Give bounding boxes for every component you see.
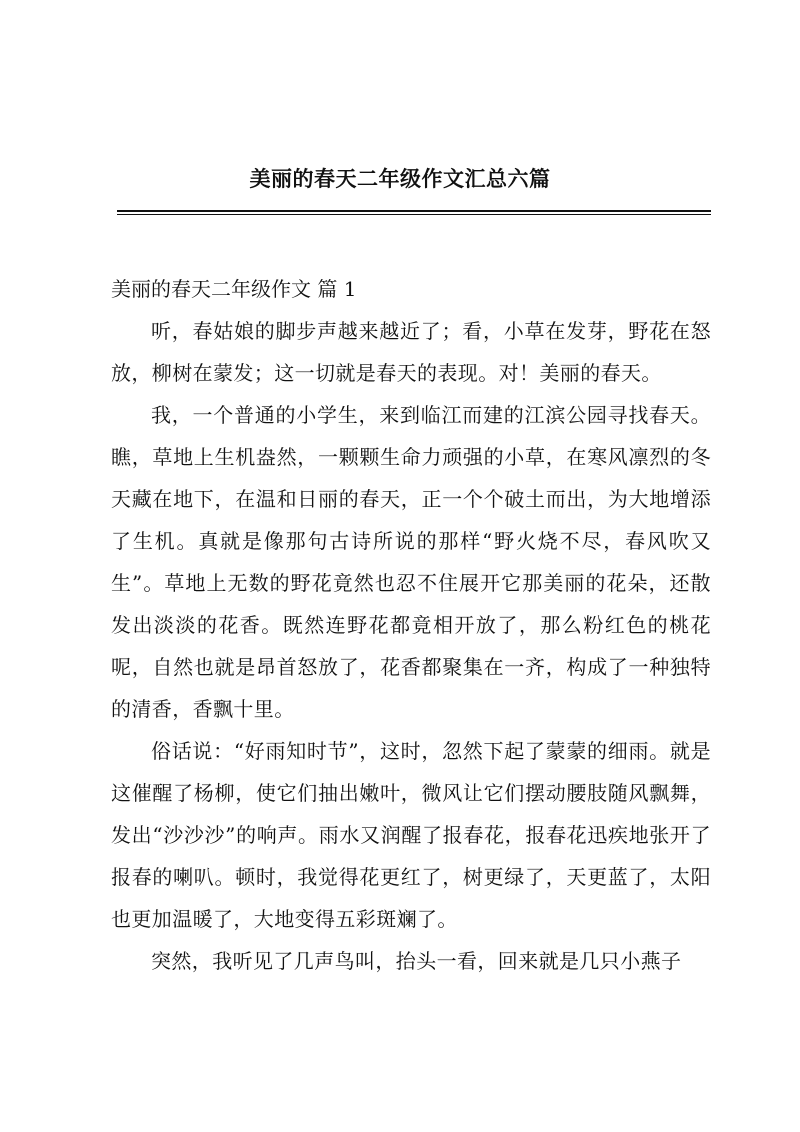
paragraph-1: 听，春姑娘的脚步声越来越近了；看，小草在发芽，野花在怒放，柳树在蒙发；这一切就是春天的表现。对！美丽的春天。 [111,319,711,385]
paragraph-4: 突然，我听见了几声鸟叫，抬头一看，回来就是几只小燕子 [151,949,682,973]
title-divider-thick [117,210,711,212]
document-title: 美丽的春天二年级作文汇总六篇 [249,166,551,191]
document-body [111,268,711,982]
paragraph-3: 俗话说：“好雨知时节”，这时，忽然下起了蒙蒙的细雨。就是这催醒了杨柳，使它们抽出嫩叶，微风让它们摆动腰肢随风飘舞，发出“沙沙沙”的响声。雨水又润醒了报春花，报春花迅疾地张开了报春的喇叭。顿时，我觉得花更红了，树更绿了，天更蓝了，太阳也更加温暖了，大地变得五彩斑斓了。 [111,739,711,931]
section-heading: 美丽的春天二年级作文 篇 1 [111,277,357,301]
title-divider-thin [117,214,711,215]
paragraph-2: 我，一个普通的小学生，来到临江而建的江滨公园寻找春天。瞧，草地上生机盎然，一颗颗生命力顽强的小草，在寒风凛烈的冬天藏在地下，在温和日丽的春天，正一个个破土而出，为大地增添了生机。真就是像那句古诗所说的那样“野火烧不尽，春风吹又生”。草地上无数的野花竟然也忍不住展开它那美丽的花朵，还散发出淡淡的花香。既然连野花都竟相开放了，那么粉红色的桃花呢，自然也就是昂首怒放了，花香都聚集在一齐，构成了一种独特的清香，香飘十里。 [111,403,711,721]
